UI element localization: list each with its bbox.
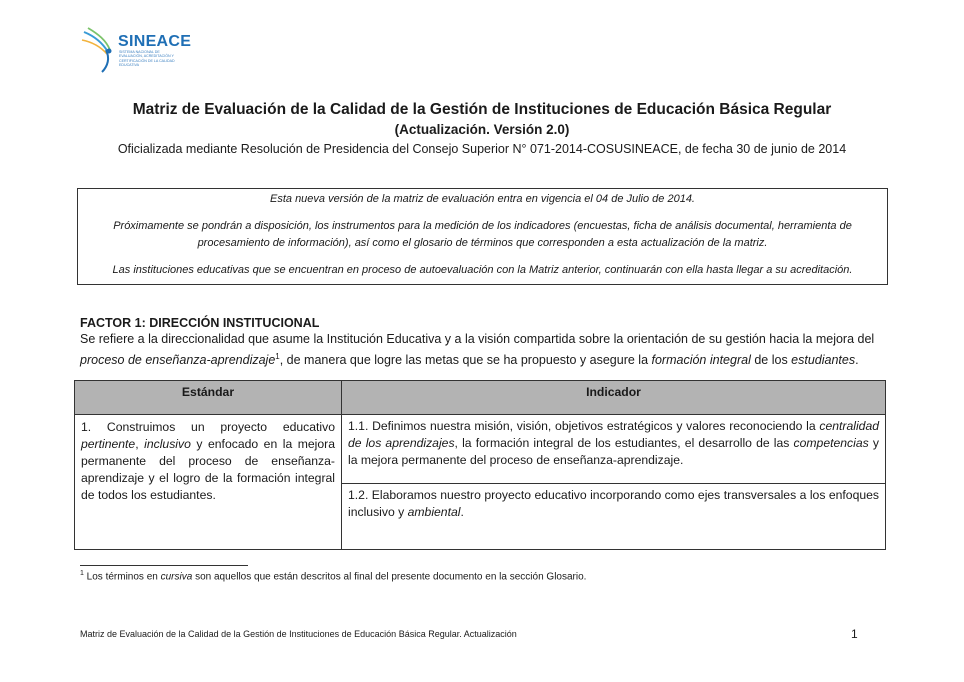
factor-title: FACTOR 1: DIRECCIÓN INSTITUCIONAL — [80, 316, 320, 330]
page-number: 1 — [851, 627, 858, 641]
page-title: Matriz de Evaluación de la Calidad de la Gestión de Instituciones de Educación Básica Regular — [132, 101, 832, 118]
notice-line-validity: Esta nueva versión de la matriz de evaluación entra en vigencia el 04 de Julio de 2014. — [270, 193, 695, 205]
notice-line-transition: Las instituciones educativas que se encuentran en proceso de autoevaluación con la Matriz anterior, continuarán con ella hasta llegar a su acreditación. — [112, 264, 853, 276]
factor-description: Se refiere a la direccionalidad que asume la Institución Educativa y a la visión compartida sobre la orientación de su gestión hacia la mejora del proceso de enseñanza-aprendizaje$^1$, de manera que logre las metas que se ha propuesto y asegure la formación integral de los estudiantes. — [80, 332, 875, 368]
notice-box — [77, 188, 888, 285]
logo-subtitle: SISTEMA NACIONAL DE EVALUACIÓN, ACREDITACIÓN Y CERTIFICACIÓN DE LA CALIDAD EDUCATIVA — [119, 50, 175, 68]
indicator-cell: 1.2. Elaboramos nuestro proyecto educativo incorporando como ejes transversales a los enfoques inclusivo y ambiental. — [342, 484, 886, 550]
standards-table — [74, 380, 886, 550]
footnote-separator — [80, 565, 248, 566]
indicator-cell: 1.1. Definimos nuestra misión, visión, objetivos estratégicos y valores reconociendo la centralidad de los aprendizajes, la formación integral de los estudiantes, el desarrollo de las competencias y la mejora permanente del proceso de enseñanza-aprendizaje. — [342, 415, 886, 484]
column-header-standard: Estándar — [75, 381, 342, 415]
standard-cell: 1. Construimos un proyecto educativo pertinente, inclusivo y enfocado en la mejora permanente del proceso de enseñanza-aprendizaje y el logro de la formación integral de todos los estudiantes. — [75, 415, 342, 550]
table-header-row — [75, 381, 886, 415]
official-resolution: Oficializada mediante Resolución de Presidencia del Consejo Superior N° 071-2014-COSUSINEACE, de fecha 30 de junio de 2014 — [117, 142, 847, 156]
table-row — [75, 415, 886, 484]
footnote-ref[interactable]: 1 — [275, 352, 280, 361]
page-footer: Matriz de Evaluación de la Calidad de la Gestión de Instituciones de Educación Básica Regular. Actualización — [80, 629, 517, 639]
footnote: $^1$ Los términos en cursiva son aquellos que están descritos al final del presente documento en la sección Glosario. — [80, 570, 587, 583]
notice-line-instruments: Próximamente se pondrán a disposición, los instrumentos para la medición de los indicadores (encuestas, ficha de análisis documental, herramienta de procesamiento de información), así como el glosario de términos que corresponden a esta actualización de la matriz. — [113, 220, 852, 249]
column-header-indicator: Indicador — [342, 381, 886, 415]
logo-name: SINEACE — [118, 33, 192, 50]
page-subtitle: (Actualización. Versión 2.0) — [394, 122, 570, 137]
